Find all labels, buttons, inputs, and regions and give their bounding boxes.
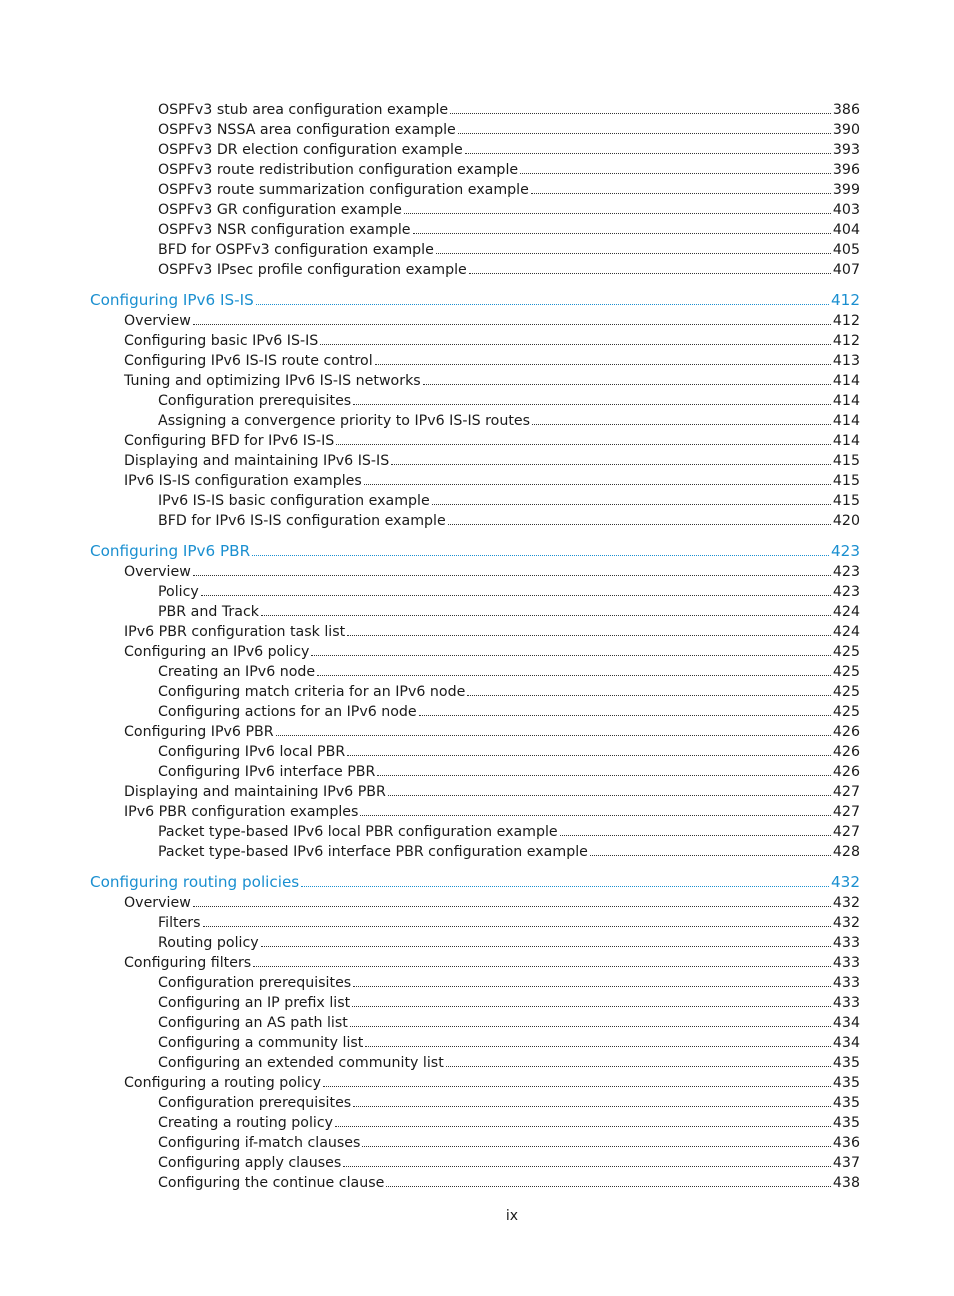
toc-subsection-entry[interactable] [0, 391, 860, 411]
toc-entry-page: 390 [832, 122, 860, 138]
toc-entry-page: 427 [832, 784, 860, 800]
toc-section-entry[interactable] [0, 431, 860, 451]
toc-entry-title: Configuring apply clauses [158, 1155, 342, 1171]
toc-entry-page: 415 [832, 493, 860, 509]
dot-leader [423, 383, 831, 385]
dot-leader [404, 212, 831, 214]
dot-leader [353, 1105, 831, 1107]
dot-leader [276, 734, 831, 736]
toc-entry-page: 435 [832, 1075, 860, 1091]
toc-entry-title: Policy [158, 584, 199, 600]
toc-entry-title: Configuring if-match clauses [158, 1135, 361, 1151]
toc-entry-page: 436 [832, 1135, 860, 1151]
toc-entry-title: PBR and Track [158, 604, 259, 620]
toc-entry-title: IPv6 PBR configuration task list [124, 624, 346, 640]
toc-entry-page: 386 [832, 102, 860, 118]
dot-leader [253, 965, 831, 967]
toc-section-entry[interactable] [0, 782, 860, 802]
toc-entry-title: IPv6 PBR configuration examples [124, 804, 359, 820]
dot-leader [446, 1065, 831, 1067]
dot-leader [335, 1125, 831, 1127]
toc-subsection-entry[interactable] [0, 511, 860, 531]
toc-subsection-entry[interactable] [0, 1013, 860, 1033]
toc-entry-page: 438 [832, 1175, 860, 1191]
toc-entry-title: OSPFv3 route redistribution configuration example [158, 162, 519, 178]
toc-entry-title: Configuring IPv6 IS-IS [90, 291, 254, 309]
dot-leader [256, 303, 829, 305]
toc-entry-title: OSPFv3 NSSA area configuration example [158, 122, 456, 138]
toc-entry-page: 396 [832, 162, 860, 178]
toc-entry-page: 423 [832, 584, 860, 600]
toc-entry-page: 427 [832, 804, 860, 820]
dot-leader [317, 674, 831, 676]
table-of-contents [0, 100, 954, 1193]
toc-entry-page: 424 [832, 624, 860, 640]
toc-subsection-entry[interactable] [0, 491, 860, 511]
toc-subsection-entry[interactable] [0, 662, 860, 682]
toc-subsection-entry[interactable] [0, 1113, 860, 1133]
dot-leader [323, 1085, 831, 1087]
dot-leader [311, 654, 830, 656]
dot-leader [419, 714, 831, 716]
toc-entry-title: Displaying and maintaining IPv6 IS-IS [124, 453, 390, 469]
dot-leader [467, 694, 831, 696]
toc-entry-title: IPv6 IS-IS basic configuration example [158, 493, 430, 509]
toc-subsection-entry[interactable] [0, 100, 860, 120]
toc-subsection-entry[interactable] [0, 993, 860, 1013]
toc-entry-page: 434 [832, 1015, 860, 1031]
dot-leader [465, 152, 831, 154]
dot-leader [388, 794, 831, 796]
toc-section-entry[interactable] [0, 351, 860, 371]
toc-entry-page: 403 [832, 202, 860, 218]
toc-subsection-entry[interactable] [0, 973, 860, 993]
toc-subsection-entry[interactable] [0, 682, 860, 702]
dot-leader [352, 1005, 831, 1007]
dot-leader [343, 1165, 831, 1167]
toc-entry-title: BFD for OSPFv3 configuration example [158, 242, 434, 258]
dot-leader [362, 1145, 831, 1147]
toc-subsection-entry[interactable] [0, 240, 860, 260]
dot-leader [436, 252, 831, 254]
toc-entry-page: 433 [832, 995, 860, 1011]
dot-leader [560, 834, 831, 836]
toc-entry-page: 393 [832, 142, 860, 158]
toc-entry-page: 425 [832, 664, 860, 680]
toc-subsection-entry[interactable] [0, 260, 860, 280]
toc-subsection-entry[interactable] [0, 200, 860, 220]
toc-entry-title: Configuration prerequisites [158, 393, 352, 409]
dot-leader [301, 885, 829, 887]
toc-entry-page: 425 [832, 644, 860, 660]
toc-section-entry[interactable] [0, 371, 860, 391]
toc-section-entry[interactable] [0, 331, 860, 351]
page-number: ix [505, 1208, 519, 1224]
toc-entry-title: Configuring IPv6 PBR [124, 724, 274, 740]
dot-leader [353, 403, 831, 405]
toc-subsection-entry[interactable] [0, 1053, 860, 1073]
toc-entry-title: Configuring IPv6 PBR [90, 542, 251, 560]
dot-leader [377, 774, 831, 776]
toc-subsection-entry[interactable] [0, 1173, 860, 1193]
toc-section-entry[interactable] [0, 642, 860, 662]
toc-subsection-entry[interactable] [0, 913, 860, 933]
toc-entry-title: Configuring an IP prefix list [158, 995, 351, 1011]
toc-entry-title: Overview [124, 313, 191, 329]
toc-subsection-entry[interactable] [0, 822, 860, 842]
dot-leader [350, 1025, 831, 1027]
toc-subsection-entry[interactable] [0, 140, 860, 160]
toc-entry-page: 435 [832, 1055, 860, 1071]
toc-subsection-entry[interactable] [0, 602, 860, 622]
dot-leader [347, 634, 831, 636]
toc-section-entry[interactable] [0, 622, 860, 642]
dot-leader [252, 554, 829, 556]
toc-entry-page: 424 [832, 604, 860, 620]
toc-entry-page: 433 [832, 955, 860, 971]
dot-leader [375, 363, 831, 365]
toc-entry-title: Configuration prerequisites [158, 975, 352, 991]
toc-entry-page: 433 [832, 975, 860, 991]
toc-entry-page: 434 [832, 1035, 860, 1051]
toc-entry-page: 423 [832, 564, 860, 580]
dot-leader [450, 112, 831, 114]
toc-entry-page: 423 [831, 542, 860, 560]
toc-section-entry[interactable] [0, 802, 860, 822]
toc-entry-title: Configuring actions for an IPv6 node [158, 704, 417, 720]
toc-entry-title: BFD for IPv6 IS-IS configuration example [158, 513, 446, 529]
toc-entry-title: Configuring match criteria for an IPv6 node [158, 684, 466, 700]
toc-entry-title: Packet type-based IPv6 interface PBR configuration example [158, 844, 588, 860]
toc-entry-page: 433 [832, 935, 860, 951]
dot-leader [448, 523, 831, 525]
toc-entry-page: 427 [832, 824, 860, 840]
toc-subsection-entry[interactable] [0, 180, 860, 200]
toc-entry-title: Configuring filters [124, 955, 252, 971]
toc-section-entry[interactable] [0, 953, 860, 973]
toc-entry-title: Filters [158, 915, 201, 931]
toc-entry-page: 426 [832, 744, 860, 760]
toc-subsection-entry[interactable] [0, 120, 860, 140]
toc-section-entry[interactable] [0, 722, 860, 742]
dot-leader [458, 132, 831, 134]
toc-entry-page: 432 [832, 915, 860, 931]
dot-leader [353, 985, 831, 987]
toc-entry-title: Configuring an extended community list [158, 1055, 444, 1071]
toc-subsection-entry[interactable] [0, 220, 860, 240]
toc-subsection-entry[interactable] [0, 842, 860, 862]
toc-entry-title: Configuring the continue clause [158, 1175, 385, 1191]
toc-entry-title: OSPFv3 IPsec profile configuration example [158, 262, 467, 278]
dot-leader [432, 503, 831, 505]
toc-subsection-entry[interactable] [0, 1033, 860, 1053]
dot-leader [347, 754, 831, 756]
toc-entry-page: 415 [832, 453, 860, 469]
toc-subsection-entry[interactable] [0, 762, 860, 782]
toc-entry-title: Overview [124, 895, 191, 911]
toc-entry-page: 404 [832, 222, 860, 238]
toc-section-entry[interactable] [0, 893, 860, 913]
toc-entry-page: 412 [832, 333, 860, 349]
dot-leader [364, 483, 831, 485]
toc-entry-title: Configuring routing policies [90, 873, 300, 891]
dot-leader [391, 463, 831, 465]
toc-entry-page: 414 [832, 393, 860, 409]
dot-leader [365, 1045, 831, 1047]
toc-entry-page: 414 [832, 373, 860, 389]
toc-subsection-entry[interactable] [0, 1133, 860, 1153]
toc-entry-page: 413 [832, 353, 860, 369]
toc-entry-title: Configuring IPv6 IS-IS route control [124, 353, 373, 369]
toc-entry-title: Configuring IPv6 interface PBR [158, 764, 376, 780]
toc-entry-page: 414 [832, 433, 860, 449]
toc-entry-title: OSPFv3 stub area configuration example [158, 102, 449, 118]
toc-entry-page: 412 [832, 313, 860, 329]
toc-entry-title: Configuring IPv6 local PBR [158, 744, 346, 760]
toc-chapter-entry[interactable] [0, 290, 860, 311]
toc-entry-title: Configuring basic IPv6 IS-IS [124, 333, 319, 349]
toc-entry-title: Configuring an IPv6 policy [124, 644, 310, 660]
toc-entry-title: Creating an IPv6 node [158, 664, 316, 680]
dot-leader [360, 814, 831, 816]
toc-entry-title: Overview [124, 564, 191, 580]
toc-entry-page: 426 [832, 724, 860, 740]
toc-section-entry[interactable] [0, 471, 860, 491]
toc-entry-title: Configuring BFD for IPv6 IS-IS [124, 433, 335, 449]
toc-entry-page: 425 [832, 704, 860, 720]
toc-entry-page: 405 [832, 242, 860, 258]
toc-entry-title: Assigning a convergence priority to IPv6 IS-IS routes [158, 413, 531, 429]
toc-entry-title: Configuring a routing policy [124, 1075, 321, 1091]
dot-leader [520, 172, 831, 174]
toc-subsection-entry[interactable] [0, 742, 860, 762]
toc-entry-title: Configuration prerequisites [158, 1095, 352, 1111]
toc-entry-title: Configuring a community list [158, 1035, 364, 1051]
toc-chapter-entry[interactable] [0, 541, 860, 562]
toc-entry-title: Packet type-based IPv6 local PBR configuration example [158, 824, 558, 840]
toc-entry-title: OSPFv3 GR configuration example [158, 202, 402, 218]
toc-section-entry[interactable] [0, 1073, 860, 1093]
dot-leader [201, 594, 831, 596]
dot-leader [203, 925, 831, 927]
toc-entry-page: 414 [832, 413, 860, 429]
toc-entry-title: OSPFv3 NSR configuration example [158, 222, 411, 238]
toc-subsection-entry[interactable] [0, 411, 860, 431]
toc-entry-page: 435 [832, 1115, 860, 1131]
toc-subsection-entry[interactable] [0, 702, 860, 722]
toc-entry-page: 428 [832, 844, 860, 860]
toc-entry-title: IPv6 IS-IS configuration examples [124, 473, 362, 489]
toc-entry-page: 432 [831, 873, 860, 891]
dot-leader [193, 905, 831, 907]
toc-entry-title: OSPFv3 route summarization configuration example [158, 182, 529, 198]
toc-entry-title: Configuring an AS path list [158, 1015, 348, 1031]
dot-leader [261, 945, 831, 947]
toc-entry-page: 437 [832, 1155, 860, 1171]
toc-entry-page: 412 [831, 291, 860, 309]
dot-leader [386, 1185, 831, 1187]
toc-entry-title: Creating a routing policy [158, 1115, 334, 1131]
dot-leader [261, 614, 831, 616]
toc-entry-page: 432 [832, 895, 860, 911]
toc-entry-title: Routing policy [158, 935, 259, 951]
toc-entry-title: Tuning and optimizing IPv6 IS-IS networks [124, 373, 421, 389]
dot-leader [193, 323, 831, 325]
toc-subsection-entry[interactable] [0, 933, 860, 953]
toc-entry-title: OSPFv3 DR election configuration example [158, 142, 463, 158]
dot-leader [532, 423, 831, 425]
toc-entry-page: 399 [832, 182, 860, 198]
toc-subsection-entry[interactable] [0, 160, 860, 180]
toc-subsection-entry[interactable] [0, 582, 860, 602]
toc-section-entry[interactable] [0, 451, 860, 471]
toc-subsection-entry[interactable] [0, 1153, 860, 1173]
toc-entry-page: 407 [832, 262, 860, 278]
dot-leader [469, 272, 831, 274]
dot-leader [590, 854, 831, 856]
toc-chapter-entry[interactable] [0, 872, 860, 893]
toc-entry-page: 415 [832, 473, 860, 489]
toc-entry-page: 435 [832, 1095, 860, 1111]
dot-leader [320, 343, 831, 345]
toc-subsection-entry[interactable] [0, 1093, 860, 1113]
toc-entry-page: 425 [832, 684, 860, 700]
dot-leader [336, 443, 831, 445]
dot-leader [193, 574, 831, 576]
toc-entry-page: 420 [832, 513, 860, 529]
toc-entry-page: 426 [832, 764, 860, 780]
toc-section-entry[interactable] [0, 562, 860, 582]
toc-section-entry[interactable] [0, 311, 860, 331]
dot-leader [413, 232, 831, 234]
dot-leader [531, 192, 831, 194]
toc-entry-title: Displaying and maintaining IPv6 PBR [124, 784, 386, 800]
